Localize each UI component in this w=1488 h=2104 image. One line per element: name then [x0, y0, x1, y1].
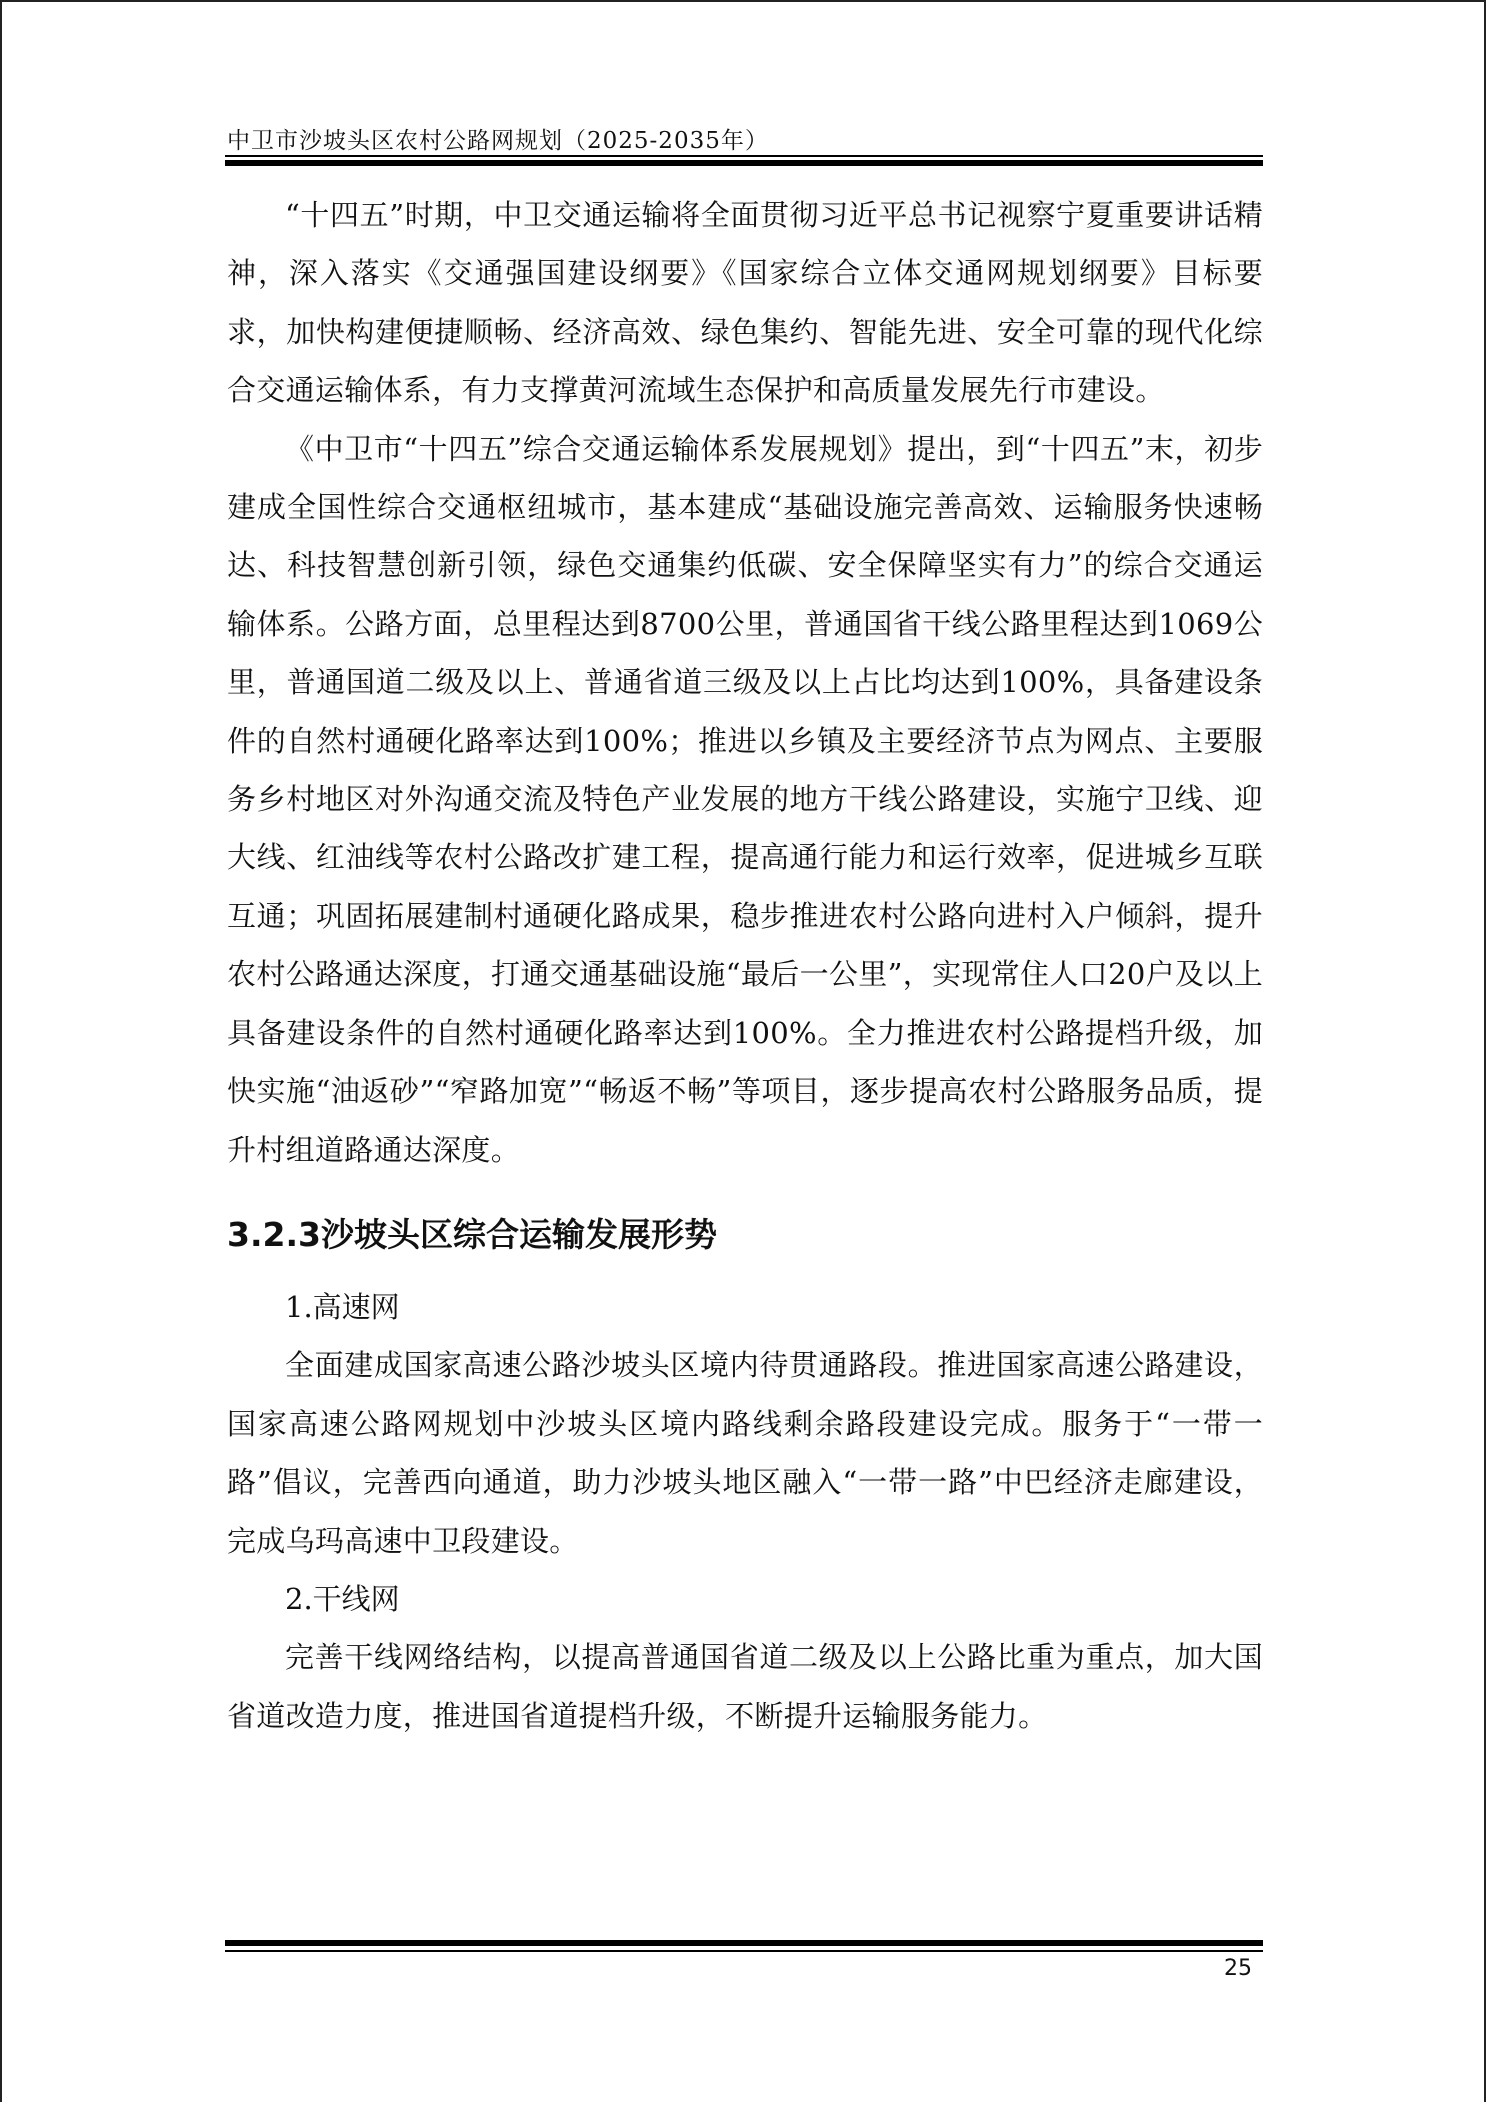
body-paragraph-trunk: 完善干线网络结构，以提高普通国省道二级及以上公路比重为重点，加大国省道改造力度，推进国省道提档升级，不断提升运输服务能力。 [227, 1640, 1263, 1733]
subheading-trunk: 2.干线网 [285, 1581, 400, 1616]
header-rule-thin [225, 155, 1263, 157]
body-paragraph-1: “十四五”时期，中卫交通运输将全面贯彻习近平总书记视察宁夏重要讲话精神，深入落实《交通强国建设纲要》《国家综合立体交通网规划纲要》目标要求，加快构建便捷顺畅、经济高效、绿色集约、智能先进、安全可靠的现代化综合交通运输体系，有力支撑黄河流域生态保护和高质量发展先行市建设。 [227, 198, 1263, 408]
footer-rule-thick [225, 1940, 1263, 1946]
page-number: 25 [1224, 1956, 1252, 1981]
subheading-highway: 1.高速网 [285, 1289, 400, 1324]
section-heading: 3.2.3沙坡头区综合运输发展形势 [227, 1214, 717, 1254]
body-paragraph-highway: 全面建成国家高速公路沙坡头区境内待贯通路段。推进国家高速公路建设，国家高速公路网规划中沙坡头区境内路线剩余路段建设完成。服务于“一带一路”倡议，完善西向通道，助力沙坡头地区融入“一带一路”中巴经济走廊建设，完成乌玛高速中卫段建设。 [227, 1348, 1263, 1558]
body-paragraph-2: 《中卫市“十四五”综合交通运输体系发展规划》提出，到“十四五”末，初步建成全国性综合交通枢纽城市，基本建成“基础设施完善高效、运输服务快速畅达、科技智慧创新引领，绿色交通集约低碳、安全保障坚实有力”的综合交通运输体系。公路方面，总里程达到8700公里，普通国省干线公路里程达到1069公里，普通国道二级及以上、普通省道三级及以上占比均达到100%，具备建设条件的自然村通硬化路率达到100%；推进以乡镇及主要经济节点为网点、主要服务乡村地区对外沟通交流及特色产业发展的地方干线公路建设，实施宁卫线、迎大线、红油线等农村公路改扩建工程，提高通行能力和运行效率，促进城乡互联互通；巩固拓展建制村通硬化路成果，稳步推进农村公路向进村入户倾斜，提升农村公路通达深度，打通交通基础设施“最后一公里”，实现常住人口20户及以上具备建设条件的自然村通硬化路率达到100%。全力推进农村公路提档升级，加快实施“油返砂”“窄路加宽”“畅返不畅”等项目，逐步提高农村公路服务品质，提升村组道路通达深度。 [227, 431, 1263, 1167]
header-rule-thick [225, 160, 1263, 166]
footer-rule-thin [225, 1950, 1263, 1952]
document-body [227, 186, 1263, 1745]
running-header: 中卫市沙坡头区农村公路网规划（2025-2035年） [227, 128, 769, 154]
